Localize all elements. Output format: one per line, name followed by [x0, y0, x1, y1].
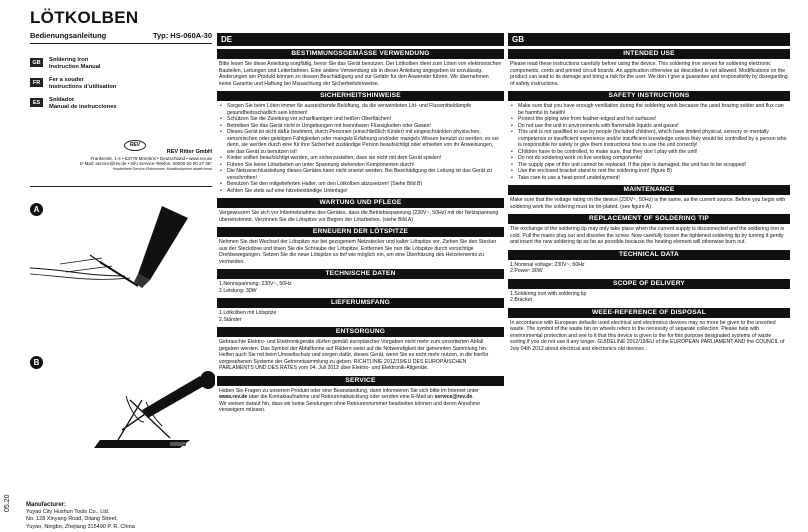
- list-item: • Benutzen Sie den mitgelieferten Halter, um den Lötkolben abzusetzen! (Siehe Bild B): [219, 181, 502, 188]
- section-text: Vergewissern Sie sich vor Inbetriebnahme des Gerätes, dass die Betriebsspannung (230V~, 50Hz) mit der Netzspannung übereinstimmt. Verzinnen Sie die Lötspitze vor Beginn der Lötarbeiten. (siehe Bild A): [219, 210, 499, 223]
- company-name: REV Ritter GmbH: [166, 149, 212, 155]
- section-title: TECHNISCHE DATEN: [217, 269, 504, 279]
- list-item: • Protect the piping wire from feather-edged and hot surfaces!: [510, 116, 788, 123]
- spec-line: 1.Nennspannung: 230V~, 50Hz: [219, 281, 292, 287]
- list-item: • Do not do soldering work on live working components!: [510, 155, 788, 162]
- list-item: • Kinder sollten beaufsichtigt werden, um sicherzustellen, dass sie nicht mit dem Gerät spielen!: [219, 155, 502, 162]
- list-item: • Betreiben Sie das Gerät nicht in Umgebungen mit brennbaren Flüssigkeiten oder Gasen!: [219, 123, 502, 130]
- section-text: Make sure that the voltage rating on the device (230V~, 50Hz) is the same, as the current source. Before you begin with soldering work the soldering must be tin-plated. (see figure A): [510, 197, 786, 210]
- section-title: REPLACEMENT OF SOLDERING TIP: [508, 214, 790, 224]
- figure-a-label: A: [30, 203, 43, 216]
- service-text: [217, 386, 504, 415]
- section-title: SCOPE OF DELIVERY: [508, 279, 790, 289]
- delivery-scope: [217, 308, 504, 324]
- language-line: Soldering iron: [49, 57, 89, 63]
- rev-company-info: [30, 141, 212, 172]
- safety-list: [508, 101, 790, 182]
- service-text-part: .: [472, 394, 474, 400]
- english-column: [508, 33, 790, 353]
- list-item: • Use the enclosed bracket stand to rest the soldering iron! (figure B): [510, 168, 788, 175]
- section-title: SICHERHEITSHINWEISE: [217, 91, 504, 101]
- list-item: • Achten Sie stets auf eine hitzebeständige Unterlage!: [219, 188, 502, 195]
- tech-data: [217, 279, 504, 295]
- section-title: SAFETY INSTRUCTIONS: [508, 91, 790, 101]
- language-code: ES: [30, 98, 43, 107]
- language-list: [30, 57, 212, 117]
- language-line: Instructions d’utilisation: [49, 84, 117, 90]
- list-item: • Take care to use a heat-proof underlayment!: [510, 175, 788, 182]
- manufacturer-label: Manufacturer:: [26, 502, 67, 508]
- list-item: • The supply pipe of this unit cannot be replaced. If the pipe is damaged, the unit has to be scrapped!: [510, 162, 788, 169]
- section-text: Gebrauchte Elektro- und Elektronikgeräte dürfen gemäß europäischer Vorgaben nicht mehr zum unsortierten Abfall gegeben werden. Das Symbol der Abfalltonne auf Rädern weist auf die Notwendigkeit der getrennten Sammlung hin. Helfen auch Sie mit beim Umweltschutz und sorgen dafür, dieses Gerät, wenn Sie es nicht mehr nutzen, in die hierfür vorgesehenen Systeme der Getrenntsammlung zu geben. RICHTLINIE 2012/19/EU DES EUROPÄISCHEN PARLAMENTS UND DES RATES vom 04. Juli 2012 über Elektro- und Elektronik-Altgeräte.: [219, 339, 489, 371]
- spec-line: 1.Nominal voltage: 230V~, 50Hz: [510, 261, 585, 268]
- language-header: GB: [508, 33, 790, 46]
- spec-line: 2.Leistung: 30W: [219, 287, 257, 294]
- rev-logo: REV: [124, 140, 146, 151]
- section-text: Bitte lesen Sie diese Anleitung sorgfältig, bevor Sie das Gerät benutzen. Der Lötkolben dient zum Löten von elektronischen Bauteilen, Leitungen und Leiterbahnen. Eine andere Verwendung als in dieser Anleitung angegeben ist unzulässig. Änderungen am Produkt können zu dessen Beschädigung und zur Gefahr für den Anwender führen. Wir übernehmen keine Garantie und Haftung bei Missachtung der Sicherheitshinweise.: [219, 61, 502, 87]
- language-line: Fer a souder: [49, 77, 84, 83]
- service-url-link[interactable]: www.rev.de: [219, 394, 248, 400]
- section-title: INTENDED USE: [508, 49, 790, 59]
- manufacturer-line: Yuyao, Ningbo, Zhejiang 315490 P. R. China: [26, 523, 135, 530]
- service-email-link[interactable]: service@rev.de: [434, 394, 473, 400]
- section-title: SERVICE: [217, 376, 504, 386]
- delivery-line: 2.Bracket: [510, 297, 532, 303]
- language-item-fr: [30, 77, 212, 91]
- model-type: Typ: HS-060A-30: [152, 31, 212, 40]
- list-item: • Dieses Gerät ist nicht dafür bestimmt, durch Personen (einschließlich Kinder) mit eingeschränkten physischen, sensorischen oder geistigen Fähigkeiten oder mangels Erfahrung und/oder mangels Wissen benutzt zu werden, es sei denn, sie werden durch eine für ihre Sicherheit zuständige Person beaufsichtigt oder erhielten von ihr Anweisungen, wie das Gerät zu benutzen ist!: [219, 129, 502, 155]
- list-item: • Schützen Sie die Zuleitung vor scharfkantigen und heißen Oberflächen!: [219, 116, 502, 123]
- section-text: Please read these instructions carefully before using the device. This soldering iron serves for soldering electronic components, cords and printed circuit boards. An application otherwise as described is not allowed. Modifications on the product can lead to its damage and bring a risk for the user. We don´t give a guarantee and responsibility by disregarding of safety instructions.: [510, 61, 788, 87]
- service-text-part: Wir weisen darauf hin, dass wir keine Sendungen ohne Retourennummer bearbeiten können und deren Annahme verweigern müssen.: [219, 400, 480, 413]
- list-item: • Die Netzanschlussleitung dieses Gerätes kann nicht ersetzt werden. Bei Beschädigung der Leitung ist das Gerät zu verschrotten!: [219, 168, 502, 181]
- language-line: Soldador: [49, 97, 75, 103]
- delivery-scope: [508, 289, 790, 305]
- company-address: Frankenstr. 1-4 • 63776 Mömbris • Deutschland • www.rev.de: [90, 155, 212, 161]
- list-item: • Sorgen Sie beim Löten immer für ausreichende Belüftung, da die verwendeten Löt- und Flussmitteldämpfe gesundheitsschädlich sein können!: [219, 103, 502, 116]
- section-title: BESTIMMUNGSGEMÄSSE VERWENDUNG: [217, 49, 504, 59]
- language-code: GB: [30, 58, 43, 67]
- list-item: • Make sure that you have enough ventilation during the soldering work because the used brazing solder and flux can be harmful to health!: [510, 103, 788, 116]
- list-item: • Children have to be controlled, to make sure, that they don´t play with the unit!: [510, 149, 788, 156]
- language-line: Instruction Manual: [49, 64, 101, 70]
- language-header: DE: [217, 33, 504, 46]
- spec-line: 2.Power: 30W: [510, 268, 543, 274]
- figure-b-label: B: [30, 356, 43, 369]
- service-text-part: Haben Sie Fragen zu unserem Produkt oder eine Beanstandung, dann informieren Sie sich bitte im Internet unter: [219, 387, 479, 394]
- delivery-line: 2.Ständer: [219, 316, 242, 323]
- manufacturer-line: No. 128 Xinyang Road, Dilang Street,: [26, 516, 118, 523]
- section-title: WARTUNG UND PFLEGE: [217, 198, 504, 208]
- section-text: In accordance with European defaults used electrical and electronics devices may no more be given to the unsorted waste. The symbol of the waste bin on wheels refers to the necessity of separate collection. Please help with environmental protection and see to it that this device is given to the for this purpose designated systems of waste sorting if you do not use it any longer. GUIDELINE 2012/19/EU of the EUROPEAN PARLIAMENT AND the COUNCIL of July 04th 2012 about electrical and electronics old devices .: [510, 319, 785, 352]
- figure-b-illustration: [30, 350, 215, 460]
- section-title: LIEFERUMSFANG: [217, 298, 504, 308]
- section-title: WEEE-REFERENCE OF DISPOSAL: [508, 308, 790, 318]
- german-column: [217, 33, 504, 415]
- language-code: FR: [30, 78, 43, 87]
- section-title: MAINTENANCE: [508, 185, 790, 195]
- divider: [30, 43, 212, 44]
- section-title: ERNEUERN DER LÖTSPITZE: [217, 227, 504, 237]
- print-date: 05.20: [4, 494, 11, 512]
- company-note: *kostenfreie Service-Rufnummer, Mobilfunkpreise abweichend: [112, 166, 212, 171]
- safety-list: [217, 101, 504, 195]
- section-title: ENTSORGUNG: [217, 327, 504, 337]
- tech-data: [508, 260, 790, 276]
- figure-a-illustration: [30, 200, 215, 300]
- list-item: • Do not use the unit in environments with flammable liquids and gases!: [510, 123, 788, 130]
- language-item-es: [30, 97, 212, 111]
- manufacturer-line: Yuyao City Hushun Tools Co., Ltd.: [26, 509, 110, 516]
- list-item: • This unit is not qualified to use by people (included children), which have limited physical, sensory or mentally competence or insufficient experience and/or insufficient knowledge unless they would be controlled by a person who is responsible for safety or give them instructions how to use the unit correctly!: [510, 129, 788, 149]
- section-text: The exchange of the soldering tip may only take place when the current supply is disconnected and the soldering iron is cold. Pull the mains plug out and dissolve the screw. Now carefully loosen the tightened soldering tip by turning it gently and insert the new soldering tip as far as possible because the heating element will otherwise burn out.: [510, 226, 785, 245]
- company-contact: E-Mail: service@rev.de • Info Service-Telefon: 06000 50 00 27 35*: [80, 161, 212, 167]
- section-text: Nehmen Sie den Wechsel der Lötspitze nur bei gezogenem Netzstecker und kalter Lötspitze vor. Ziehen Sie den Stecker aus der Steckdose und lösen Sie die Schraube der Lötspitze. Entfernen Sie nun die Lötspitze durch vorsichtige Drehbewegungen. Setzen Sie die neue Lötspitze so tief wie möglich ein, um eine Überhitzung des Heizelements zu vermeiden.: [219, 239, 497, 265]
- document-title: LÖTKOLBEN: [30, 8, 139, 27]
- subtitle-row: [30, 31, 212, 40]
- section-title: TECHNICAL DATA: [508, 250, 790, 260]
- language-line: Manual de instrucciones: [49, 104, 117, 110]
- divider: [30, 186, 212, 187]
- delivery-line: 1.Lötkolben mit Lötspitze: [219, 310, 277, 316]
- language-item-gb: [30, 57, 212, 71]
- list-item: • Führen Sie keine Lötarbeiten an unter Spannung stehenden Komponenten durch!: [219, 162, 502, 169]
- manufacturer-footer: [26, 502, 135, 531]
- service-text-part: über die Kontaktaufnahme und Retourenabwicklung oder senden eine E-Mail an: [248, 394, 433, 400]
- manual-label: Bedienungsanleitung: [30, 31, 107, 40]
- delivery-line: 1.Soldering iron with soldering tip: [510, 290, 587, 297]
